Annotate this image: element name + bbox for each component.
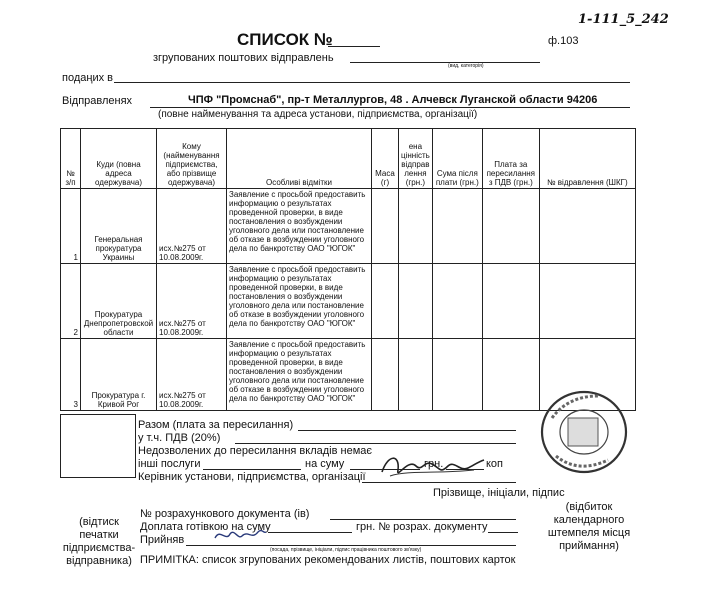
submitted-to-label: подаңих в [62,72,113,84]
header-to-whom: Куди (повна адреса одержувача) [81,129,157,189]
row-special: Заявление с просьбой предоставить информацию о результатах проведенной проверки, в виде постановления о возбуждении уголовного дела или постановление об отказе в возбуждении уголовного дела по банкротству ОАО "ЮГОК" [227,189,372,264]
row-fee [432,339,482,411]
row-recipient: исх.№275 от 10.08.2009г. [157,189,227,264]
row-num: 3 [61,339,81,411]
row-fee [432,189,482,264]
table-row [61,264,636,339]
header-fee: Сума після плати (грн.) [432,129,482,189]
sender-seal-note: (відтиск печатки підприємства-відправника) [62,516,136,567]
signature-image [378,448,488,484]
summary-other-line [203,469,301,470]
receipt-accepted-label: Прийняв [140,534,185,546]
title-number-line [328,46,380,47]
handwritten-list-number: 1-111_5_242 [578,12,669,27]
sender-hint: (повне найменування та адреса установи, підприємства, організації) [158,109,478,120]
category-hint: (вид, категорія) [448,63,484,69]
row-special: Заявление с просьбой предоставить информацию о результатах проведенной проверки, в виде постановления о возбуждении уголовного дела или постановление об отказе в возбуждении уголовного дела по банкротству ОАО "ЮГОК" [227,264,372,339]
row-mass [372,189,399,264]
postal-stamp [538,388,633,478]
row-mass [372,339,399,411]
row-to-whom: Генеральная прокуратура Украины [81,189,157,264]
receipt-doc-line [330,519,516,520]
row-value [399,189,433,264]
subtitle: згрупованих поштових відправлень [153,52,334,64]
row-value [399,339,433,411]
receipt-docnum-line [488,532,518,533]
row-recipient: исх.№275 от 10.08.2009г. [157,339,227,411]
header-shkg: № відравлення (ШКГ) [539,129,635,189]
row-num: 2 [61,264,81,339]
remark: ПРИМІТКА: список згрупованих рекомендованих листів, поштових карток [140,554,516,566]
receipt-cash-line [268,532,352,533]
category-line [350,62,540,63]
header-num: № з/п [61,129,81,189]
summary-head-label: Керівник установи, підприємства, організації [138,471,366,483]
summary-left-box [60,414,136,478]
header-fee-vat: Плата за пересилання з ПДВ (грн.) [482,129,539,189]
page-title: СПИСОК № [237,30,333,49]
receipt-cash-label: Доплата готівкою на суму [140,521,271,533]
receipt-accepted-hint: (посада, прізвище, ініціали, підпис працівника поштового зв'язку) [270,547,422,553]
row-fee-vat [482,264,539,339]
row-mass [372,264,399,339]
row-recipient: исх.№275 от 10.08.2009г. [157,264,227,339]
row-to-whom: Прокуратура г. Кривой Рог [81,339,157,411]
name-caption: Прізвище, ініціали, підпис [433,487,565,499]
header-value: ена цінність відправ лення (грн.) [399,129,433,189]
summary-kop: коп [486,458,504,470]
sender-line [150,107,630,108]
header-special: Особливі відмітки [227,129,372,189]
sender-value: ЧПФ "Промснаб", пр-т Металлургов, 48 . Алчевск Луганской области 94206 [188,94,598,106]
header-recipient: Кому (найменування підприємства, або прізвище одержувача) [157,129,227,189]
receipt-uah-doc: грн. № розрах. документу [356,521,488,533]
form-code: ф.103 [548,35,579,47]
summary-vat-line [235,443,516,444]
row-to-whom: Прокуратура Днепропетровской области [81,264,157,339]
summary-not-allowed: Недозволених до пересилання вкладів немає [138,445,372,457]
row-fee-vat [482,189,539,264]
acceptor-signature-image [212,524,268,546]
summary-total-line [298,430,516,431]
submitted-to-line [114,82,630,83]
row-num: 1 [61,189,81,264]
calendar-stamp-note: (відбиток календарного штемпеля місця приймання) [547,501,631,552]
summary-other-label: інші послуги [138,458,201,470]
row-shkg [539,264,635,339]
row-value [399,264,433,339]
mailing-table [60,128,636,411]
sender-label: Відправленях [62,95,133,107]
receipt-doc-label: № розрахункового документа (ів) [140,508,310,520]
summary-vat-label: у т.ч. ПДВ (20%) [138,432,221,444]
summary-total-label: Разом (плата за пересилання) [138,419,294,431]
row-fee-vat [482,339,539,411]
row-shkg [539,189,635,264]
summary-sum-label: на суму [305,458,345,470]
table-header-row [61,129,636,189]
table-row [61,189,636,264]
row-special: Заявление с просьбой предоставить информацию о результатах проведенной проверки, в виде постановления о возбуждении уголовного дела или постановление об отказе в возбуждении уголовного дела по банкротству ОАО "ЮГОК" [227,339,372,411]
row-fee [432,264,482,339]
header-mass: Маса (г) [372,129,399,189]
summary-uah: грн. [424,458,444,470]
